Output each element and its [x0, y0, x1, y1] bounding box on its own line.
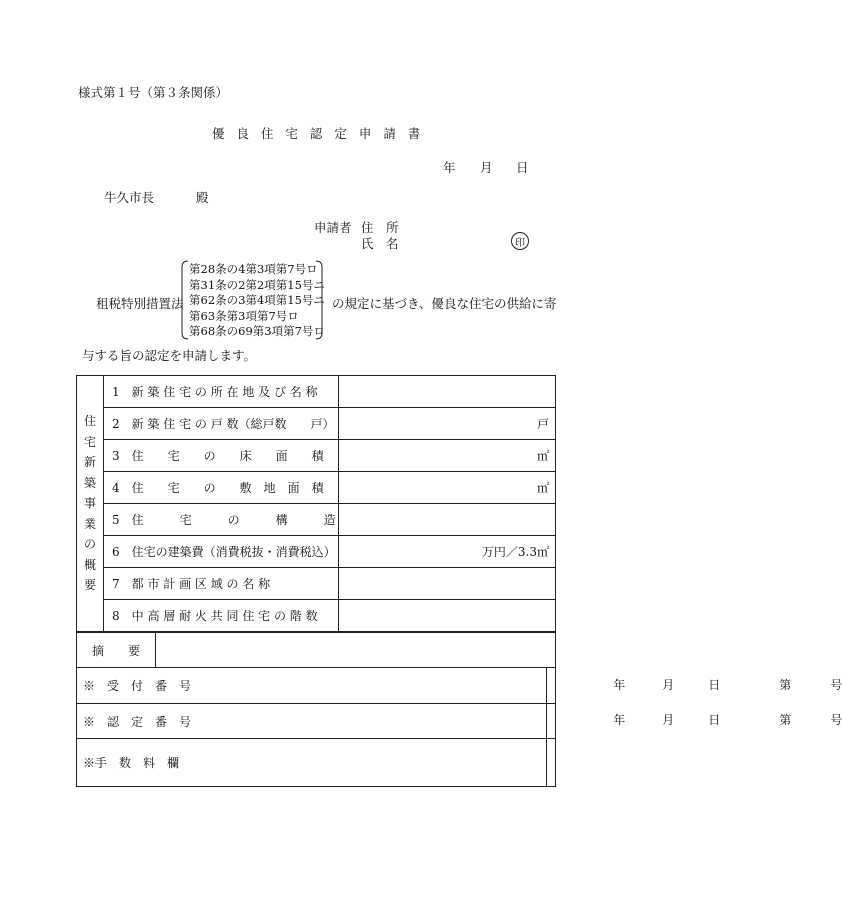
row-value[interactable]	[339, 600, 556, 632]
row-number: 5	[112, 513, 120, 527]
row-label	[104, 440, 339, 472]
receipt-day: 日	[708, 677, 721, 692]
approval-year: 年	[613, 713, 626, 727]
form-id: 様式第１号（第３条関係）	[78, 85, 229, 100]
row-value[interactable]: 戸	[339, 408, 556, 440]
approval-month: 月	[662, 713, 675, 727]
law-name: 租税特別措置法	[96, 296, 184, 311]
law-article: 第28条の4第3項第7号ロ	[189, 262, 318, 276]
receipt-no-suffix: 号	[830, 677, 842, 692]
row-number: 2	[112, 417, 120, 431]
section-title-char: 概	[83, 557, 96, 572]
row-value[interactable]	[339, 504, 556, 536]
row-label-text: 住宅の建築費（消費税抜・消費税込）	[131, 545, 336, 559]
law-article: 第63条第3項第7号ロ	[189, 308, 299, 323]
fee-label: ※手 数 料 欄	[77, 739, 547, 787]
approval-number-field[interactable]	[547, 704, 842, 739]
fee-field[interactable]	[547, 739, 556, 787]
row-label-text: 都 市 計 画 区 域 の 名 称	[131, 577, 271, 591]
row-label	[104, 568, 339, 600]
row-number: 1	[112, 385, 120, 399]
project-summary-table	[76, 375, 556, 632]
section-title-char: 住	[83, 414, 96, 429]
row-label	[104, 408, 339, 440]
section-title-text	[77, 411, 103, 596]
section-title-char: 業	[83, 516, 96, 531]
row-label-text: 住 宅 の 構 造	[131, 513, 336, 527]
receipt-month: 月	[662, 677, 675, 692]
row-value[interactable]	[339, 376, 556, 408]
row-label	[104, 504, 339, 536]
date-year: 年	[443, 160, 456, 175]
summary-label: 摘 要	[77, 633, 156, 668]
row-value[interactable]: 万円／3.3㎡	[339, 536, 556, 568]
row-label-text: 中 高 層 耐 火 共 同 住 宅 の 階 数	[131, 609, 318, 623]
row-number: 4	[112, 481, 120, 495]
section-title-char: 事	[83, 496, 96, 511]
statement-line-1: の規定に基づき、優良な住宅の供給に寄	[332, 296, 557, 311]
seal-mark: 印	[511, 232, 529, 250]
section-title-char: 要	[83, 578, 96, 593]
row-value[interactable]	[339, 568, 556, 600]
address-label: 住 所	[361, 220, 399, 235]
applicant-label: 申請者	[314, 220, 352, 235]
section-title	[77, 376, 104, 632]
section-title-char: の	[83, 537, 96, 552]
row-number: 8	[112, 609, 120, 623]
row-label-text: 住 宅 の 床 面 積	[131, 449, 324, 463]
row-number: 6	[112, 545, 120, 559]
section-title-char: 新	[83, 455, 96, 470]
row-label-text: 新 築 住 宅 の 所 在 地 及 び 名 称	[131, 385, 318, 399]
approval-no-suffix: 号	[830, 713, 842, 727]
row-label-text: 住 宅 の 敷 地 面 積	[131, 481, 324, 495]
section-title-char: 宅	[83, 434, 96, 449]
row-value[interactable]: ㎡	[339, 472, 556, 504]
law-article: 第62条の3第4項第15号ニ	[189, 293, 325, 307]
receipt-year: 年	[613, 677, 626, 692]
date-month: 月	[480, 160, 493, 175]
row-value[interactable]: ㎡	[339, 440, 556, 472]
law-article: 第68条の69第3項第7号ロ	[189, 324, 325, 338]
receipt-no-prefix: 第	[779, 677, 792, 692]
receipt-number-field[interactable]	[547, 668, 842, 704]
row-number: 7	[112, 577, 120, 591]
law-article: 第31条の2第2項第15号ニ	[189, 277, 325, 292]
statement-line-2: 与する旨の認定を申請します。	[82, 348, 257, 363]
approval-day: 日	[708, 713, 721, 727]
row-number: 3	[112, 449, 120, 463]
row-label	[104, 600, 339, 632]
recipient-honorific: 殿	[196, 190, 209, 205]
office-use-table	[76, 632, 842, 787]
page-title: 優 良 住 宅 認 定 申 請 書	[212, 126, 425, 141]
summary-field[interactable]	[156, 633, 556, 668]
approval-number-label: ※ 認 定 番 号	[77, 704, 547, 739]
row-label	[104, 472, 339, 504]
name-label: 氏 名	[361, 236, 399, 251]
section-title-char: 築	[83, 475, 96, 490]
law-articles	[189, 262, 325, 340]
row-label	[104, 376, 339, 408]
date-day: 日	[516, 160, 529, 175]
row-label	[104, 536, 339, 568]
row-label-text: 新 築 住 宅 の 戸 数（総戸数 戸）	[131, 417, 335, 431]
recipient-name: 牛久市長	[104, 190, 155, 205]
receipt-number-label: ※ 受 付 番 号	[77, 668, 547, 704]
approval-no-prefix: 第	[779, 713, 792, 727]
